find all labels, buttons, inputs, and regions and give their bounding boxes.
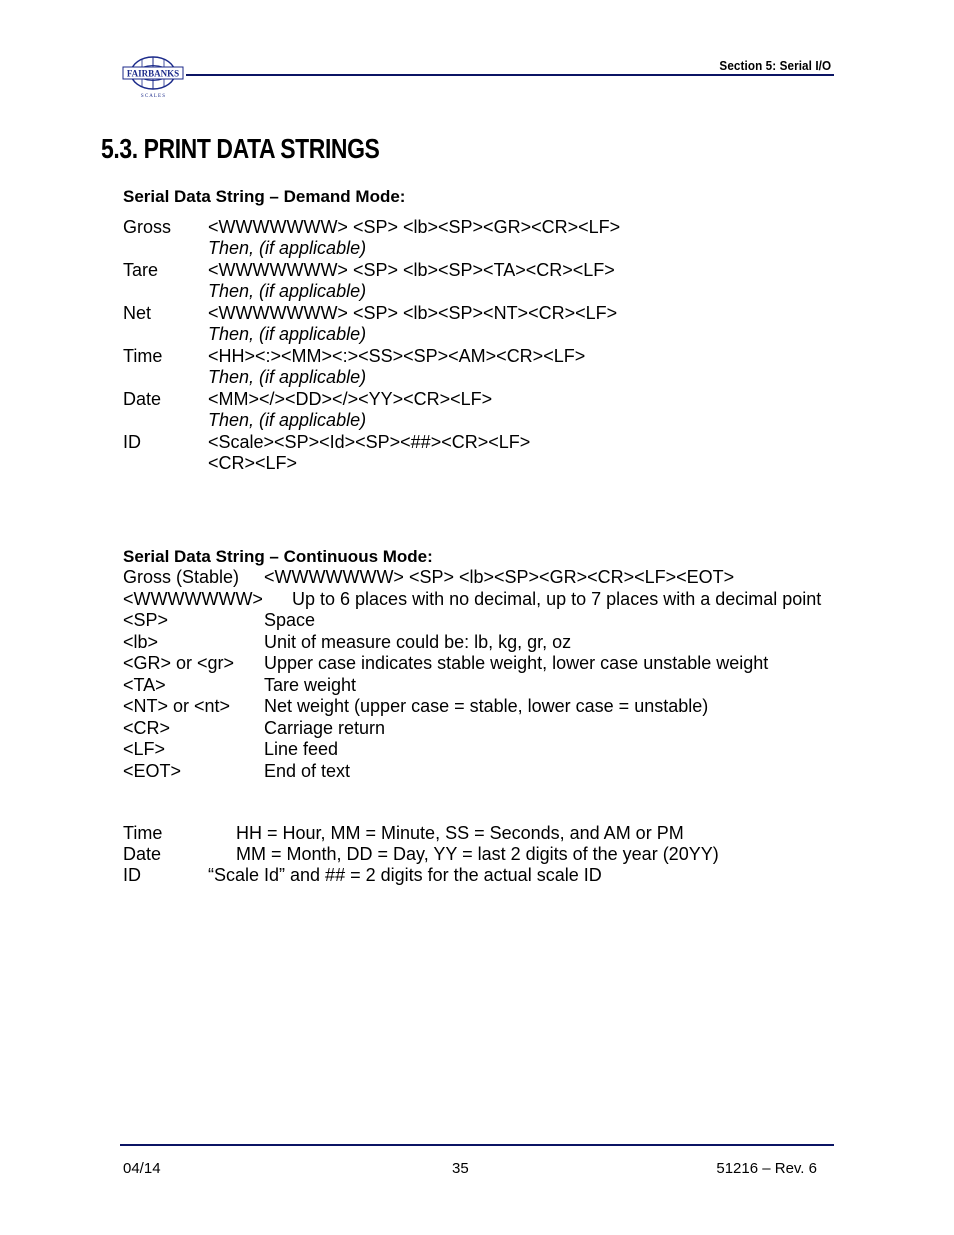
legend-desc: End of text <box>264 761 351 781</box>
note-label-date: Date <box>123 844 162 864</box>
legend-term: <GR> or <gr> <box>123 653 235 673</box>
note-label-time: Time <box>123 823 163 843</box>
demand-note-net: Then, (if applicable) <box>208 324 367 344</box>
legend-desc: Tare weight <box>264 675 357 695</box>
legend-desc: Up to 6 places with no decimal, up to 7 places with a decimal point <box>292 589 822 609</box>
page-number: 35 <box>452 1160 469 1177</box>
demand-note-tare: Then, (if applicable) <box>208 281 367 301</box>
legend-desc: Upper case indicates stable weight, lower case unstable weight <box>264 653 769 673</box>
demand-note-id: <CR><LF> <box>208 453 298 473</box>
legend-term: <EOT> <box>123 761 182 781</box>
note-text-time: HH = Hour, MM = Minute, SS = Seconds, and AM or PM <box>236 823 684 843</box>
legend-desc: Line feed <box>264 739 339 759</box>
legend-desc: Net weight (upper case = stable, lower case = unstable) <box>264 696 709 716</box>
legend-desc: Carriage return <box>264 718 386 738</box>
demand-label-date: Date <box>123 389 162 409</box>
continuous-gross-value: <WWWWWWW> <SP> <lb><SP><GR><CR><LF><EOT> <box>264 567 735 587</box>
legend-term: <WWWWWWW> <box>123 589 263 609</box>
note-label-id: ID <box>123 865 141 885</box>
legend-term: <NT> or <nt> <box>123 696 231 716</box>
legend-desc: Space <box>264 610 316 630</box>
demand-label-time: Time <box>123 346 163 366</box>
demand-value-gross: <WWWWWWW> <SP> <lb><SP><GR><CR><LF> <box>208 217 621 237</box>
footer-date: 04/14 <box>123 1160 161 1177</box>
legend-term: <lb> <box>123 632 159 652</box>
legend-term: <CR> <box>123 718 171 738</box>
note-text-id: “Scale Id” and ## = 2 digits for the actual scale ID <box>208 865 602 885</box>
demand-mode-heading: Serial Data String – Demand Mode: <box>123 187 406 206</box>
demand-value-tare: <WWWWWWW> <SP> <lb><SP><TA><CR><LF> <box>208 260 615 280</box>
demand-value-time: <HH><:><MM><:><SS><SP><AM><CR><LF> <box>208 346 586 366</box>
legend-term: <LF> <box>123 739 166 759</box>
demand-label-net: Net <box>123 303 152 323</box>
document-number: 51216 – Rev. 6 <box>716 1160 817 1177</box>
legend-term: <TA> <box>123 675 166 695</box>
demand-label-gross: Gross <box>123 217 172 237</box>
footer-rule <box>120 1144 834 1146</box>
page-title: 5.3. PRINT DATA STRINGS <box>101 133 380 164</box>
demand-note-gross: Then, (if applicable) <box>208 238 367 258</box>
demand-label-tare: Tare <box>123 260 159 280</box>
demand-label-id: ID <box>123 432 141 452</box>
demand-note-date: Then, (if applicable) <box>208 410 367 430</box>
demand-note-time: Then, (if applicable) <box>208 367 367 387</box>
section-label: Section 5: Serial I/O <box>719 58 831 73</box>
logo-wordmark: FAIRBANKS <box>126 68 180 79</box>
continuous-gross-label: Gross (Stable) <box>123 567 240 587</box>
note-text-date: MM = Month, DD = Day, YY = last 2 digits of the year (20YY) <box>236 844 719 864</box>
continuous-mode-heading: Serial Data String – Continuous Mode: <box>123 547 433 566</box>
legend-term: <SP> <box>123 610 169 630</box>
demand-value-id: <Scale><SP><Id><SP><##><CR><LF> <box>208 432 531 452</box>
demand-value-date: <MM></><DD></><YY><CR><LF> <box>208 389 493 409</box>
logo-subtext: S C A L E S <box>140 94 166 99</box>
header-rule <box>186 74 834 76</box>
fairbanks-logo <box>122 52 184 100</box>
demand-value-net: <WWWWWWW> <SP> <lb><SP><NT><CR><LF> <box>208 303 618 323</box>
legend-desc: Unit of measure could be: lb, kg, gr, oz <box>264 632 572 652</box>
